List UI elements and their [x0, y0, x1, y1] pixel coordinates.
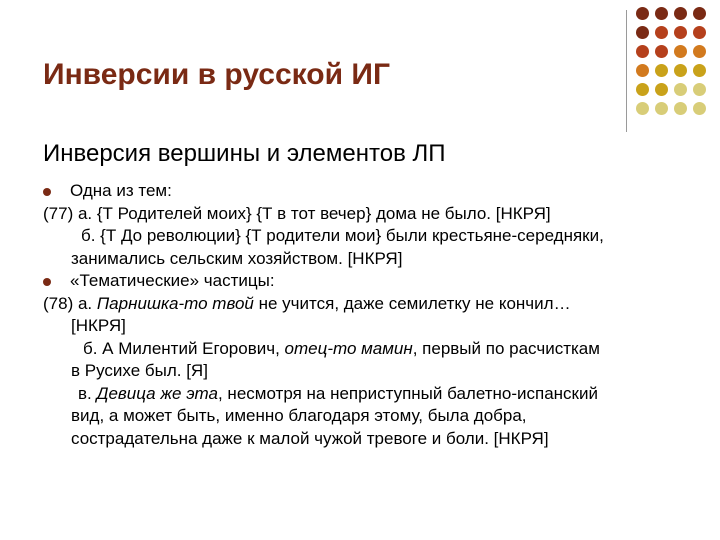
decorative-dot [655, 102, 668, 115]
example-line [43, 203, 708, 226]
line-text: [НКРЯ] [71, 316, 126, 335]
line-text: вид, а может быть, именно благодаря этому, была добра, [71, 406, 527, 425]
decorative-dot [655, 26, 668, 39]
line-text: , первый по расчисткам [412, 338, 600, 358]
decorative-dot [636, 45, 649, 58]
example-line [43, 360, 708, 383]
italic-phrase: Парнишка-то твой [96, 293, 254, 313]
bullet-icon [43, 188, 51, 196]
line-text: (78) а. [43, 293, 97, 313]
bullet-icon [43, 278, 51, 286]
italic-phrase: Девица же эта [96, 383, 218, 403]
italic-phrase: отец-то мамин [284, 338, 413, 358]
bullet-item [43, 270, 708, 293]
decorative-dot [636, 102, 649, 115]
decorative-dot [674, 7, 687, 20]
decorative-dot [693, 45, 706, 58]
decorative-dot [636, 83, 649, 96]
line-text: не учится, даже семилетку не кончил… [253, 293, 571, 313]
decorative-dot [693, 7, 706, 20]
decorative-dot [693, 83, 706, 96]
decorative-dot [674, 64, 687, 77]
decorative-dot [636, 7, 649, 20]
divider-line [626, 10, 627, 132]
decorative-dot [655, 45, 668, 58]
line-text: занимались сельским хозяйством. [НКРЯ] [71, 248, 403, 268]
example-line [43, 315, 708, 338]
slide-title: Инверсии в русской ИГ [43, 58, 390, 91]
decorative-dot [693, 102, 706, 115]
line-text: б. А Милентий Егорович, [83, 338, 285, 358]
line-text: в. [78, 383, 97, 403]
example-line [43, 383, 708, 406]
decorative-dot-grid [636, 7, 720, 127]
slide-subtitle: Инверсия вершины и элементов ЛП [43, 140, 446, 167]
line-text: (77) а. {Т Родителей моих} {Т в тот вечер} дома не было. [НКРЯ] [43, 203, 551, 223]
decorative-dot [693, 26, 706, 39]
decorative-dot [636, 64, 649, 77]
line-text: в Русихе был. [Я] [71, 361, 208, 380]
line-text: Одна из тем: [70, 181, 172, 200]
decorative-dot [674, 26, 687, 39]
decorative-dot [655, 7, 668, 20]
example-line [43, 248, 708, 271]
line-text: сострадательна даже к малой чужой тревоге и боли. [НКРЯ] [71, 428, 549, 448]
example-line [43, 405, 708, 428]
decorative-dot [693, 64, 706, 77]
example-line [43, 428, 708, 451]
line-text: «Тематические» частицы: [70, 271, 275, 290]
decorative-dot [674, 102, 687, 115]
decorative-dot [655, 64, 668, 77]
line-text: , несмотря на неприступный балетно-испанский [217, 383, 598, 403]
line-text: б. {Т До революции} {Т родители мои} были крестьяне-середняки, [81, 226, 604, 245]
decorative-dot [674, 83, 687, 96]
decorative-dot [655, 83, 668, 96]
example-line [43, 293, 708, 316]
slide-body [43, 180, 708, 450]
example-line [43, 225, 708, 248]
bullet-item [43, 180, 708, 203]
example-line [43, 338, 708, 361]
decorative-dot [636, 26, 649, 39]
decorative-dot [674, 45, 687, 58]
